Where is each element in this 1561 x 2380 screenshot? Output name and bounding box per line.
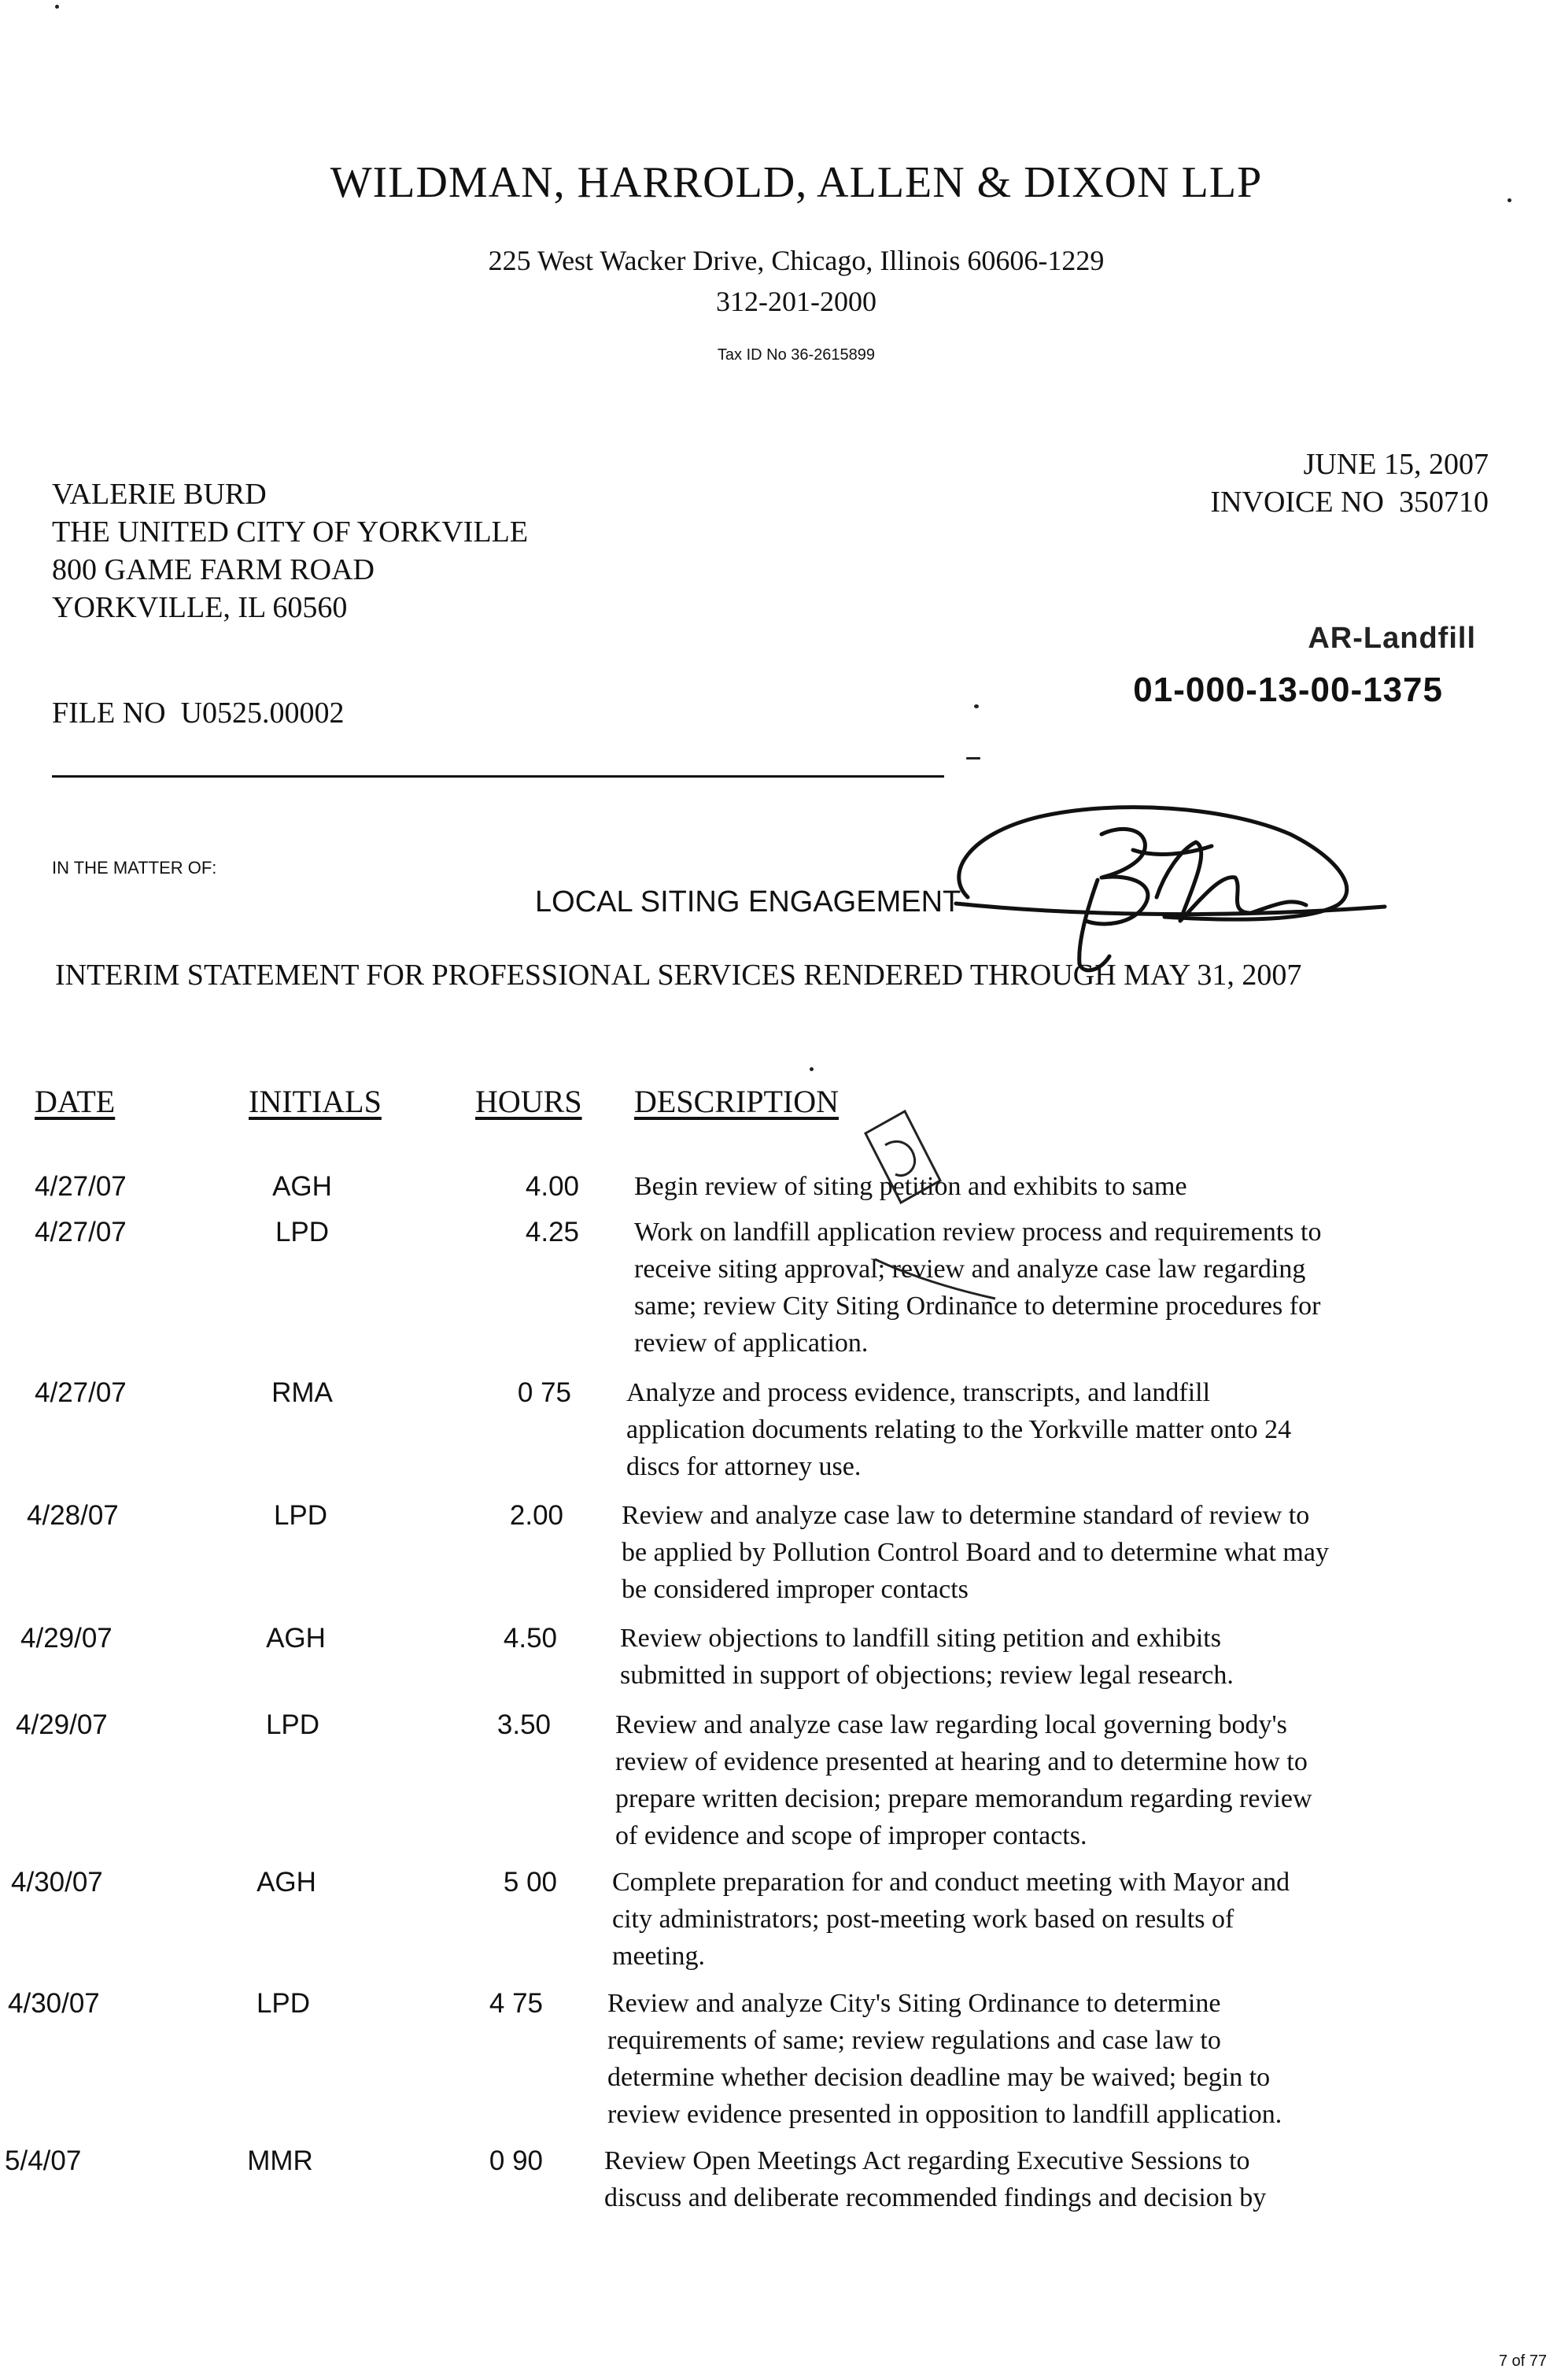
table-row-date: 4/27/07 xyxy=(35,1217,127,1247)
table-row-hours: 5 00 xyxy=(503,1867,557,1898)
description-line: discs for attorney use. xyxy=(626,1452,862,1481)
table-row-date: 5/4/07 xyxy=(5,2145,82,2176)
table-row-date: 4/30/07 xyxy=(11,1867,103,1898)
table-row-description xyxy=(622,1497,1526,1608)
table-row-date: 4/27/07 xyxy=(35,1377,127,1408)
table-row-initials: AGH xyxy=(272,1171,332,1202)
file-number-label: FILE NO xyxy=(52,697,166,730)
page-number: 7 of 77 xyxy=(1498,2352,1547,2370)
firm-phone: 312-201-2000 xyxy=(716,286,876,317)
table-row-description xyxy=(612,1864,1517,1975)
description-line: review of evidence presented at hearing and to determine how to xyxy=(615,1747,1308,1776)
invoice-number-label: INVOICE NO xyxy=(1210,486,1384,519)
invoice-number: 350710 xyxy=(1399,486,1489,519)
table-row-description xyxy=(615,1706,1520,1854)
table-row-hours: 0 75 xyxy=(517,1377,571,1408)
column-header-description: DESCRIPTION xyxy=(634,1084,840,1119)
description-line: Complete preparation for and conduct meeting with Mayor and xyxy=(612,1868,1290,1897)
description-line: Review and analyze case law regarding local governing body's xyxy=(615,1710,1287,1739)
recipient-name: VALERIE BURD xyxy=(52,478,267,511)
file-number: U0525.00002 xyxy=(180,697,345,730)
table-row-date: 4/30/07 xyxy=(8,1988,100,2019)
description-line: city administrators; post-meeting work based on results of xyxy=(612,1905,1234,1934)
table-row-description xyxy=(607,1985,1512,2133)
matter-label: IN THE MATTER OF: xyxy=(52,858,217,878)
table-row-hours: 4.50 xyxy=(503,1623,557,1654)
table-row-description xyxy=(634,1168,1539,1205)
description-line: determine whether decision deadline may be waived; begin to xyxy=(607,2063,1271,2092)
scan-speck xyxy=(55,5,59,9)
table-row-hours: 4.00 xyxy=(525,1171,579,1202)
description-line: meeting. xyxy=(612,1942,706,1971)
description-line: be applied by Pollution Control Board and to determine what may xyxy=(622,1538,1329,1567)
description-line: Review and analyze case law to determine standard of review to xyxy=(622,1501,1310,1530)
recipient-street: 800 GAME FARM ROAD xyxy=(52,553,375,586)
firm-tax-id: Tax ID No 36-2615899 xyxy=(717,346,876,364)
table-row-initials: MMR xyxy=(247,2145,313,2176)
column-header-date: DATE xyxy=(35,1084,116,1119)
description-line: of evidence and scope of improper contacts. xyxy=(615,1821,1087,1850)
scan-speck xyxy=(974,704,979,708)
description-line: review evidence presented in opposition to landfill application. xyxy=(607,2100,1282,2129)
scan-speck xyxy=(966,757,980,759)
scan-speck xyxy=(810,1067,814,1071)
invoice-date: JUNE 15, 2007 xyxy=(1303,448,1489,481)
description-line: be considered improper contacts xyxy=(622,1575,969,1604)
table-row-description xyxy=(634,1214,1539,1362)
table-row-date: 4/28/07 xyxy=(27,1500,119,1531)
column-header-initials: INITIALS xyxy=(249,1084,382,1119)
table-row-initials: AGH xyxy=(256,1867,316,1898)
description-line: Begin review of siting petition and exhibits to same xyxy=(634,1172,1187,1201)
firm-address: 225 West Wacker Drive, Chicago, Illinois 60606-1229 xyxy=(488,245,1105,276)
description-line: receive siting approval; review and analyze case law regarding xyxy=(634,1255,1306,1284)
handwritten-signature xyxy=(956,808,1385,970)
table-row-date: 4/29/07 xyxy=(16,1709,108,1740)
table-row-date: 4/29/07 xyxy=(20,1623,113,1654)
description-line: submitted in support of objections; review legal research. xyxy=(620,1661,1234,1690)
description-line: Work on landfill application review process and requirements to xyxy=(634,1218,1322,1247)
matter-name: LOCAL SITING ENGAGEMENT xyxy=(535,885,961,918)
description-line: Analyze and process evidence, transcripts, and landfill xyxy=(626,1378,1211,1407)
recipient-organization: THE UNITED CITY OF YORKVILLE xyxy=(52,516,529,549)
statement-title: INTERIM STATEMENT FOR PROFESSIONAL SERVICES RENDERED THROUGH MAY 31, 2007 xyxy=(55,959,1302,992)
ar-landfill-stamp: AR-Landfill xyxy=(1308,622,1476,655)
table-row-description xyxy=(620,1620,1525,1694)
file-number-line xyxy=(52,696,345,730)
account-number: 01-000-13-00-1375 xyxy=(1133,671,1443,709)
column-header-hours: HOURS xyxy=(475,1084,582,1119)
firm-name: WILDMAN, HARROLD, ALLEN & DIXON LLP xyxy=(330,158,1263,207)
table-row-initials: LPD xyxy=(273,1500,328,1531)
description-line: review of application. xyxy=(634,1329,869,1358)
description-line: same; review City Siting Ordinance to determine procedures for xyxy=(634,1292,1321,1321)
invoice-number-line xyxy=(1210,485,1489,519)
table-row-initials: LPD xyxy=(256,1988,311,2019)
header-divider xyxy=(52,775,944,778)
table-row-hours: 3.50 xyxy=(496,1709,551,1740)
table-row-description xyxy=(604,2142,1509,2216)
table-row-initials: AGH xyxy=(266,1623,326,1654)
description-line: Review and analyze City's Siting Ordinance to determine xyxy=(607,1989,1221,2018)
table-row-hours: 4 75 xyxy=(489,1988,543,2019)
recipient-city: YORKVILLE, IL 60560 xyxy=(52,591,348,624)
description-line: discuss and deliberate recommended findings and decision by xyxy=(604,2183,1267,2212)
table-row-initials: LPD xyxy=(265,1709,320,1740)
description-line: prepare written decision; prepare memorandum regarding review xyxy=(615,1784,1312,1813)
table-row-initials: RMA xyxy=(271,1377,333,1408)
description-line: Review objections to landfill siting petition and exhibits xyxy=(620,1624,1221,1653)
table-row-description xyxy=(626,1374,1531,1485)
table-row-hours: 4.25 xyxy=(525,1217,579,1247)
description-line: requirements of same; review regulations and case law to xyxy=(607,2026,1221,2055)
description-line: Review Open Meetings Act regarding Executive Sessions to xyxy=(604,2146,1250,2175)
table-row-initials: LPD xyxy=(275,1217,330,1247)
table-row-date: 4/27/07 xyxy=(35,1171,127,1202)
description-line: application documents relating to the Yorkville matter onto 24 xyxy=(626,1415,1292,1444)
table-row-hours: 0 90 xyxy=(489,2145,543,2176)
table-row-hours: 2.00 xyxy=(509,1500,563,1531)
